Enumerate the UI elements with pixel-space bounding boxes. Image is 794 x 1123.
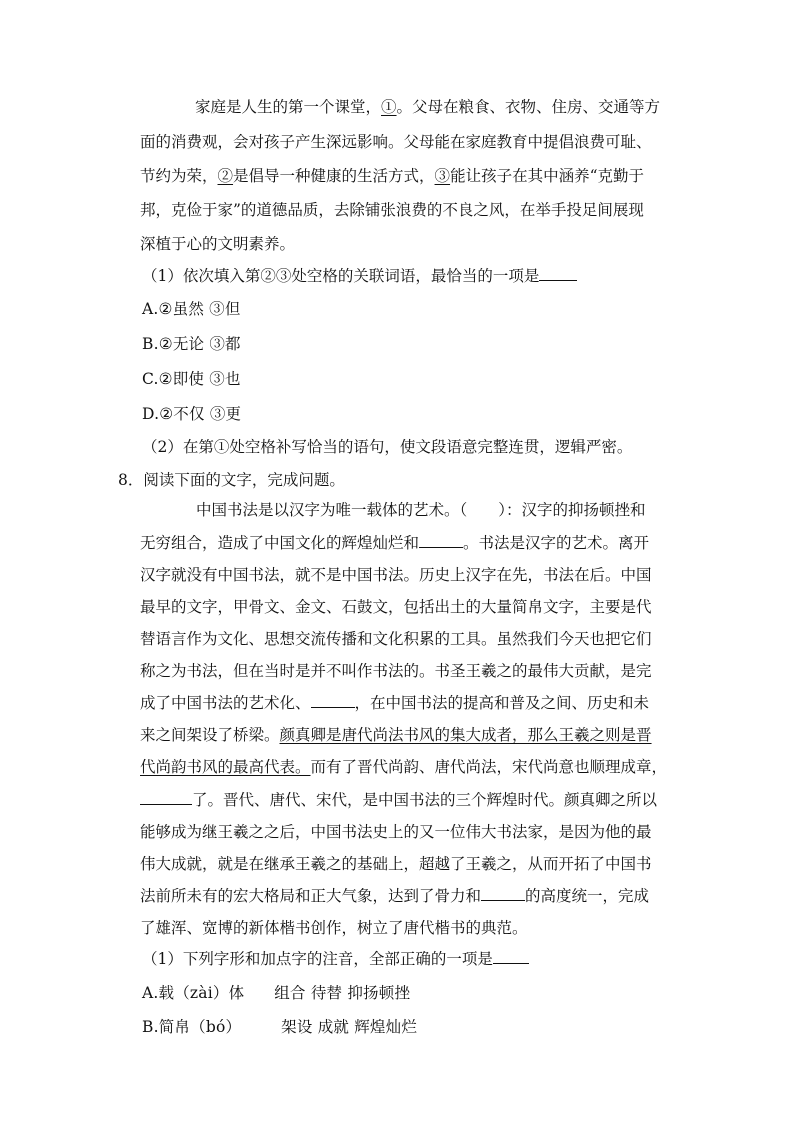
- answer-blank[interactable]: [493, 949, 529, 964]
- q8-text: 。书法是汉字的艺术。离开: [463, 534, 650, 552]
- option-a-part-2: 组合 待替 抑扬顿挫: [274, 984, 411, 1002]
- q8-paragraph-line-6: 称之为书法，但在当时是并不叫作书法的。书圣王羲之的最伟大贡献，是完: [140, 662, 652, 680]
- q8-text: 了。晋代、唐代、宋代，是中国书法的三个辉煌时代。颜真卿之所以: [192, 791, 658, 809]
- q8-paragraph-line-5: 替语言作为文化、思想交流传播和文化积累的工具。虽然我们今天也把它们: [140, 630, 652, 648]
- q8-text: 而有了晋代尚韵、唐代尚法，宋代尚意也顺理成章，: [310, 758, 668, 776]
- q7-paragraph-line-5: 深植于心的文明素养。: [140, 235, 296, 253]
- q8-option-a[interactable]: [142, 983, 410, 1003]
- q8-paragraph-line-7: [140, 693, 649, 713]
- q8-text: 来之间架设了桥梁。: [140, 726, 280, 744]
- q8-paragraph-line-4: 最早的文字，甲骨文、金文、石鼓文，包括出土的大量简帛文字，主要是代: [140, 598, 652, 616]
- q7-paragraph-line-3: [140, 166, 644, 186]
- q8-paragraph-line-10: [140, 790, 657, 810]
- q8-header: 8．阅读下面的文字，完成问题。: [118, 471, 345, 489]
- blank-marker-3: ③: [434, 167, 451, 185]
- q8-paragraph-line-3: 汉字就没有中国书法，就不是中国书法。历史上汉字在先，书法在后。中国: [140, 566, 652, 584]
- blank-marker-1: ①: [381, 98, 397, 116]
- underlined-sentence: 代尚韵书风的最高代表。: [140, 758, 311, 776]
- q7-option-d[interactable]: D.②不仅 ③更: [142, 405, 242, 423]
- q8-paragraph-line-12: 伟大成就，就是在继承王羲之的基础上，超越了王羲之，从而开拓了中国书: [140, 855, 652, 873]
- q8-paragraph-line-14: 了雄浑、宽博的新体楷书创作，树立了唐代楷书的典范。: [140, 919, 528, 937]
- q7-option-b[interactable]: B.②无论 ③都: [142, 335, 241, 353]
- q7-text: 。父母在粮食、衣物、住房、交通等方: [396, 98, 661, 116]
- q7-sub1-text: （1）依次填入第②③处空格的关联词语，最恰当的一项是: [142, 267, 540, 285]
- q7-sub-question-1: [142, 266, 577, 286]
- q8-text: 的高度统一，完成: [525, 887, 650, 905]
- underlined-sentence: 颜真卿是唐代尚法书风的集大成者，那么王羲之则是晋: [279, 726, 652, 744]
- answer-blank[interactable]: [481, 886, 525, 901]
- q8-paragraph-line-9: [140, 757, 667, 777]
- q7-paragraph-line-2: 面的消费观，会对孩子产生深远影响。父母能在家庭教育中提倡浪费可耻、: [140, 133, 652, 151]
- q7-paragraph-line-4: 邦，克俭于家”的道德品质，去除铺张浪费的不良之风，在举手投足间展现: [140, 201, 644, 219]
- q8-option-b[interactable]: [142, 1017, 417, 1037]
- q8-paragraph-line-1: 中国书法是以汉字为唯一载体的艺术。（ ）：汉字的抑扬顿挫和: [196, 501, 646, 519]
- answer-blank[interactable]: [311, 693, 355, 708]
- q8-sub-question-1: [142, 949, 529, 969]
- answer-blank[interactable]: [539, 266, 577, 281]
- q8-paragraph-line-11: 能够成为继王羲之之后，中国书法史上的又一位伟大书法家，是因为他的最: [140, 823, 652, 841]
- q7-text: 是倡导一种健康的生活方式，: [233, 167, 435, 185]
- q8-text: ，在中国书法的提高和普及之间、历史和未: [354, 694, 650, 712]
- q8-text: 成了中国书法的艺术化、: [140, 694, 311, 712]
- blank-marker-2: ②: [217, 167, 234, 185]
- q8-text: 法前所未有的宏大格局和正大气象，达到了骨力和: [140, 887, 482, 905]
- q7-text: 家庭是人生的第一个课堂，: [195, 98, 382, 116]
- q8-text: 无穷组合，造成了中国文化的辉煌灿烂和: [140, 534, 420, 552]
- q8-paragraph-line-13: [140, 886, 649, 906]
- q7-text: 能让孩子在其中涵养“克勤于: [450, 167, 644, 185]
- q7-option-a[interactable]: A.②虽然 ③但: [142, 300, 241, 318]
- answer-blank[interactable]: [419, 533, 463, 548]
- q8-paragraph-line-2: [140, 533, 649, 553]
- q8-paragraph-line-8: [140, 725, 652, 745]
- q7-sub-question-2: （2）在第①处空格补写恰当的语句，使文段语意完整连贯，逻辑严密。: [142, 438, 633, 456]
- q7-text: 节约为荣，: [140, 167, 218, 185]
- answer-blank[interactable]: [140, 790, 192, 805]
- q7-option-c[interactable]: C.②即使 ③也: [142, 370, 241, 388]
- option-a-part-1: A.载（zài）体: [142, 984, 245, 1002]
- option-b-part-2: 架设 成就 辉煌灿烂: [281, 1018, 418, 1036]
- q8-sub1-text: （1）下列字形和加点字的注音，全部正确的一项是: [142, 950, 493, 968]
- q7-paragraph-line-1: [195, 97, 660, 117]
- option-b-part-1: B.简帛（bó）: [142, 1018, 242, 1036]
